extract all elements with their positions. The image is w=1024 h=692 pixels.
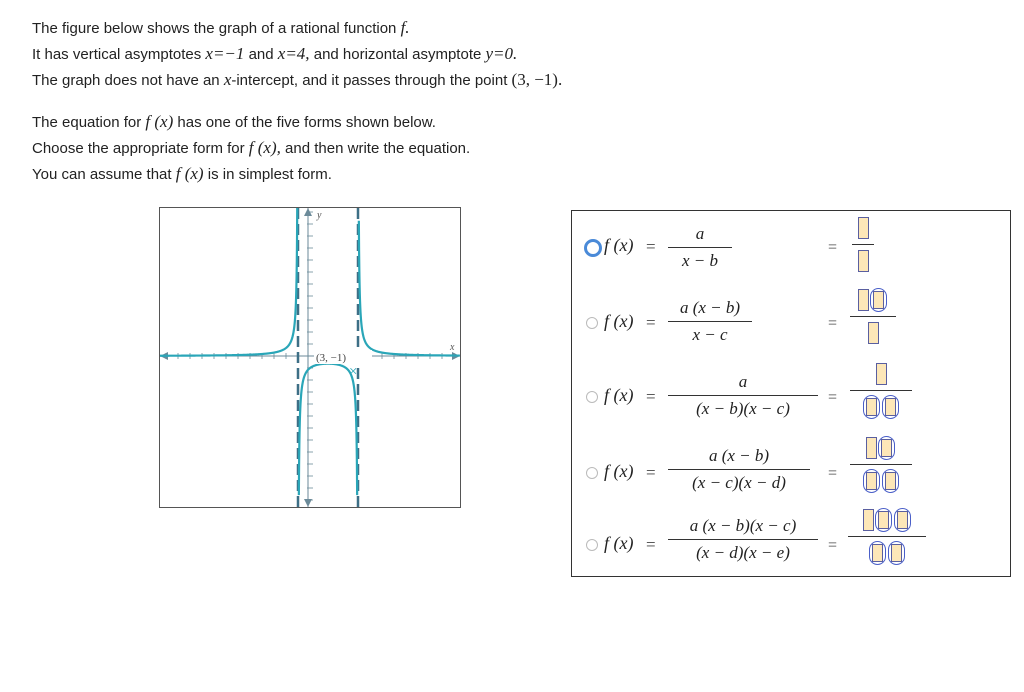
fraction-numerator: a (x − b) [708,446,770,465]
choice-radio-4[interactable] [586,467,598,479]
answer-box[interactable] [858,289,869,311]
choice-radio-3[interactable] [586,391,598,403]
fraction-denominator: x − b [681,251,719,270]
answer-box[interactable] [872,544,883,562]
answer-box[interactable] [863,509,874,531]
choice-radio-2[interactable] [586,317,598,329]
fraction-bar [668,469,810,470]
fraction-numerator: a (x − b) [679,298,741,317]
answer-box[interactable] [881,439,892,457]
fraction-denominator: (x − c)(x − d) [692,473,786,492]
intro-line-4: The equation for f (x) has one of the five forms shown below. [32,112,436,131]
answer-eq-2: = [828,315,838,332]
choice-eq-3: = [646,387,656,406]
answer-template-4 [850,435,912,494]
choice-fraction-4 [668,445,810,494]
y-axis-label: y [317,210,322,221]
y-axis-arrow-down [304,499,312,507]
answer-template-5 [848,507,926,566]
answer-box[interactable] [866,472,877,490]
choice-eq-2: = [646,313,656,332]
intro-line-2: It has vertical asymptotes x=−1 and x=4, and horizontal asymptote y=0. [32,44,518,63]
fraction-bar [668,395,818,396]
answer-box[interactable] [878,511,889,529]
fraction-numerator: a [695,224,705,243]
answer-box[interactable] [885,472,896,490]
fraction-numerator: a [738,372,748,391]
answer-template-3 [850,361,912,420]
answer-eq-3: = [828,389,838,406]
function-graph [159,207,461,508]
intro-line-5: Choose the appropriate form for f (x), and then write the equation. [32,138,471,157]
fraction-numerator: a (x − b)(x − c) [689,516,797,535]
choice-radio-1[interactable] [584,239,602,257]
answer-eq-4: = [828,465,838,482]
answer-box[interactable] [897,511,908,529]
intro-line-6: You can assume that f (x) is in simplest form. [32,164,332,183]
answer-template-1 [852,215,874,274]
x-axis-label: x [450,342,455,353]
curve-right-branch [359,221,460,356]
choice-eq-1: = [646,237,656,256]
fraction-bar [668,539,818,540]
choice-lhs-2: f (x) [604,311,634,331]
fraction-denominator: (x − b)(x − c) [696,399,790,418]
choice-fraction-3 [668,371,818,420]
choice-lhs-4: f (x) [604,461,634,481]
answer-box[interactable] [866,437,877,459]
fraction-bar [668,321,752,322]
fraction-bar [668,247,732,248]
choice-radio-5[interactable] [586,539,598,551]
graph-canvas [160,208,460,507]
answer-box[interactable] [873,291,884,309]
answer-box[interactable] [866,398,877,416]
choice-lhs-1: f (x) [604,235,634,255]
answer-box[interactable] [858,250,869,272]
choice-eq-4: = [646,463,656,482]
choice-fraction-2 [668,297,752,346]
answer-box[interactable] [868,322,879,344]
answer-box[interactable] [891,544,902,562]
answer-template-2 [850,287,896,346]
answer-box[interactable] [885,398,896,416]
point-marker: × [349,364,358,380]
answer-eq-5: = [828,537,838,554]
choice-lhs-3: f (x) [604,385,634,405]
answer-eq-1: = [828,239,838,256]
choice-fraction-1 [668,223,732,272]
intro-line-3: The graph does not have an x-intercept, and it passes through the point (3, −1). [32,70,563,89]
choice-fraction-5 [668,515,818,564]
form-choices-panel [571,210,1011,577]
fraction-denominator: (x − d)(x − e) [696,543,790,562]
choice-lhs-5: f (x) [604,533,634,553]
answer-box[interactable] [876,363,887,385]
answer-box[interactable] [858,217,869,239]
curve-left-branch [160,208,297,356]
choice-eq-5: = [646,535,656,554]
intro-line-1: The figure below shows the graph of a rational function f. [32,18,410,37]
fraction-denominator: x − c [692,325,728,344]
point-label: (3, −1) [316,352,347,364]
